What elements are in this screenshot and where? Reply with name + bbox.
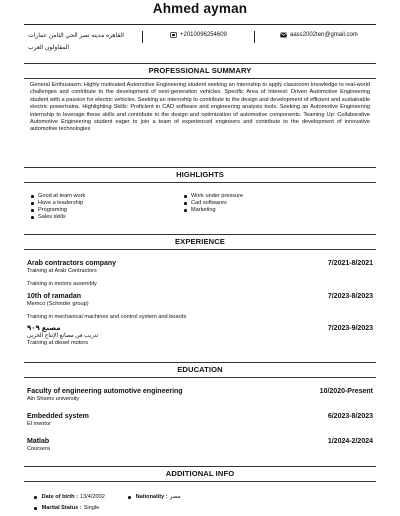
phone-number[interactable]: +2010096254609 [180,32,227,38]
experience-heading: EXPERIENCE [24,234,376,250]
contact-phone [170,32,227,38]
header-divider [24,24,376,25]
education-dates: 10/2020-Present [319,388,373,395]
experience-description: Training at diesel motors [27,340,89,346]
contact-email [280,32,358,38]
phone-icon [170,32,177,38]
bullet-icon [34,507,37,510]
highlights-heading: HIGHLIGHTS [24,167,376,183]
education-degree: Faculty of engineering automotive engineering [27,388,183,395]
experience-description: Training in motors assembly [27,281,97,287]
bullet-icon [34,496,37,499]
education-dates: 1/2024-2/2024 [327,438,373,445]
additional-info-heading: ADDITIONAL INFO [24,466,376,482]
experience-description: Training in mechanical machines and control system and boards [27,314,187,320]
experience-entry [27,325,373,347]
education-entry [27,388,373,403]
education-degree: Matlab [27,438,50,445]
contact-address: القاهره مدينه نصر الحي الثامن عمارات المقاولون العرب [28,33,124,51]
contact-divider [254,31,255,43]
marital-status-item [34,505,99,512]
experience-entry [27,293,373,321]
contact-divider [142,31,143,43]
candidate-name: Ahmed ayman [152,1,248,16]
dob-item [34,494,105,501]
education-school: Ain Shams university [27,396,80,402]
highlight-item: Good at team work [30,193,85,200]
experience-company: Arab contractors company [27,260,117,267]
highlights-left-list [30,193,85,221]
education-school: Coursera [27,446,51,452]
education-heading: EDUCATION [24,362,376,378]
education-dates: 6/2023-8/2023 [327,413,373,420]
experience-role: Memco (Schinder group) [27,301,89,307]
highlight-item: Sales skills [30,214,85,221]
bullet-icon [128,496,131,499]
experience-dates: 7/2023-9/2023 [327,325,373,332]
envelope-icon [280,32,287,38]
education-entry [27,438,373,453]
experience-company: 10th of ramadan [27,293,82,300]
summary-heading: PROFESSIONAL SUMMARY [24,63,376,79]
education-degree: Embedded system [27,413,89,420]
highlight-item: Work under pressure [183,193,243,200]
experience-dates: 7/2023-8/2023 [327,293,373,300]
highlight-item: Cad softwares [183,200,243,207]
highlights-right-list [183,193,243,214]
highlight-item: Marketing [183,207,243,214]
experience-company: مصنع ٩٠٩ [27,325,61,332]
highlight-item: Have a leadership [30,200,85,207]
nationality-item [128,494,181,501]
marital-status-label: Marital Status : [41,505,82,511]
experience-role: Training at Arab Contractors [27,268,97,274]
contact-bar [24,30,376,56]
experience-role: تدريب في مصانع الإنتاج الحربي [27,333,99,339]
nationality-value: مصر [169,494,181,500]
nationality-label: Nationality : [135,494,168,500]
highlight-item: Programing [30,207,85,214]
experience-entry [27,260,373,288]
dob-label: Date of birth : [41,494,78,500]
summary-text: General Enthusiasm: Highly motivated Automotive Engineering student seeking an internship to apply classroom knowledge to real-world challenges and contribute to the development of next-generation vehicles. Specific Area of Interest: Driven Automotive Engineering student with a passion for electric vehicles. Seeking an internship to contribute to the design and development of efficient and sustainable electric powertrains. Highlighting Skills: Proficient in CAD software and engineering analysis tools. Seeking an Automotive Engineering internship to leverage these skills and contribute to the design and optimization of automotive components. Teaming Up: Collaborative Automotive Engineering student eager to join a team of experienced engineers and contribute to the development of innovative automotive technologies [30,82,370,133]
marital-status-value: Single [83,505,100,511]
dob-value: 13/4/2002 [79,494,105,500]
email-address[interactable]: aass2002ten@gmail.com [290,32,358,38]
education-entry [27,413,373,428]
experience-dates: 7/2021-8/2021 [327,260,373,267]
education-school: El mentor [27,421,51,427]
